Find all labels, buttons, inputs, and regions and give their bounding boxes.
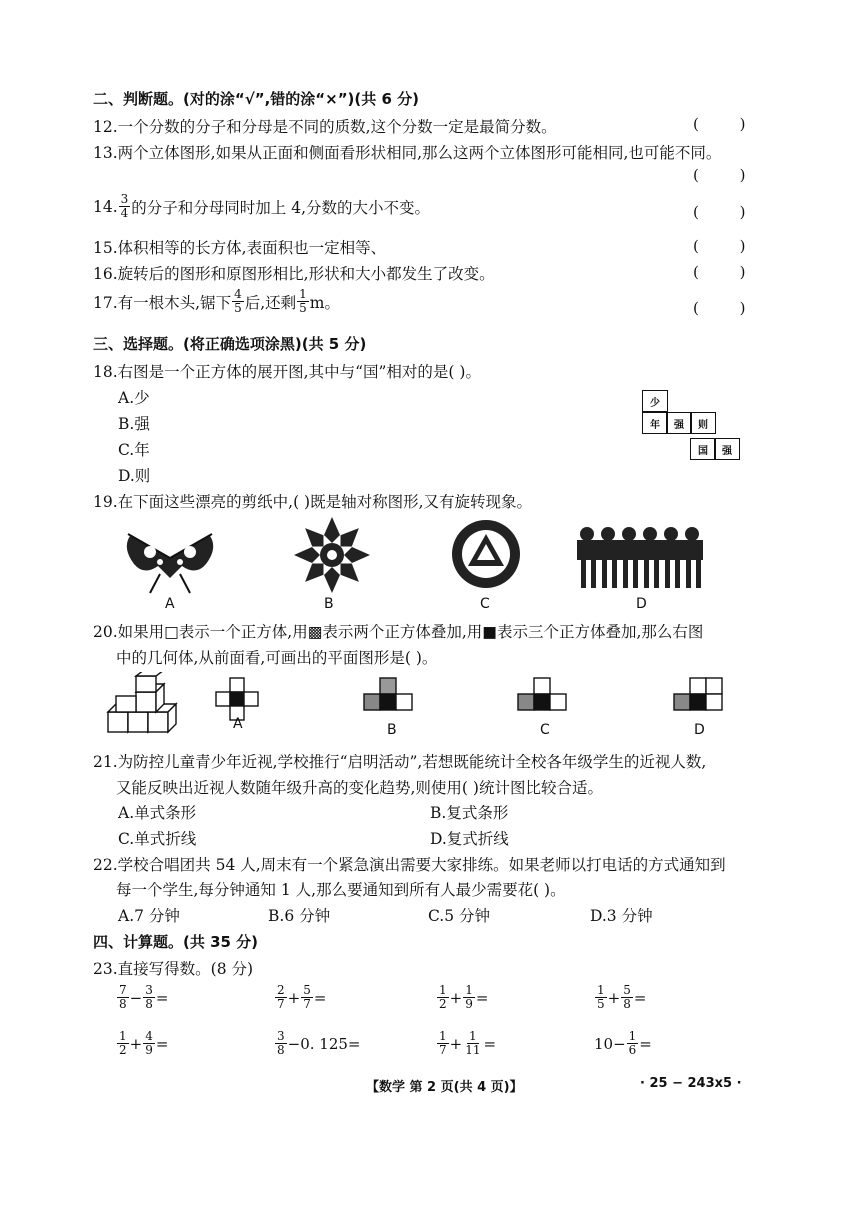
q19-label-b[interactable]: B	[324, 596, 334, 612]
q22-option-b[interactable]: B.6 分钟	[268, 907, 331, 925]
q20-option-b-figure[interactable]	[362, 676, 426, 716]
operator: +	[449, 988, 463, 1007]
question-22-line-1: 22.学校合唱团共 54 人,周末有一个紧急演出需要大家排练。如果老师以打电话的方式通知到	[93, 856, 726, 874]
q21-option-d[interactable]: D.复式折线	[430, 830, 509, 848]
equals: =	[475, 988, 489, 1007]
den: 9	[145, 1043, 153, 1057]
equals: =	[483, 1034, 497, 1053]
q17-fraction-2	[297, 288, 309, 315]
num: 3	[277, 1029, 285, 1043]
den: 2	[439, 997, 447, 1011]
q17-f1-den: 5	[234, 301, 242, 315]
question-22-line-2: 每一个学生,每分钟通知 1 人,那么要通知到所有人最少需要花( )。	[116, 881, 566, 899]
den: 8	[119, 997, 127, 1011]
net-cell: 强	[714, 438, 740, 460]
calc-item-4[interactable]	[594, 984, 646, 1011]
calc-item-7[interactable]	[436, 1030, 496, 1057]
q14-fraction	[119, 193, 131, 220]
net-cell: 强	[666, 412, 692, 434]
den: 5	[597, 997, 605, 1011]
den: 7	[277, 997, 285, 1011]
answer-paren-12[interactable]: ( )	[693, 115, 764, 133]
q14-text: 的分子和分母同时加上 4,分数的大小不变。	[131, 198, 431, 217]
num: 1	[465, 983, 473, 997]
den: 6	[628, 1043, 637, 1057]
answer-paren-17[interactable]: ( )	[693, 299, 764, 317]
q18-option-a[interactable]: A.少	[118, 389, 150, 407]
question-20-line-1: 20.如果用□表示一个正方体,用▩表示两个正方体叠加,用■表示三个正方体叠加,那么右图	[93, 623, 704, 641]
num: 5	[623, 983, 631, 997]
den: 11	[465, 1043, 481, 1057]
equals: =	[313, 988, 327, 1007]
operator: +	[129, 1034, 143, 1053]
num: 1	[439, 1029, 447, 1043]
equals: =	[639, 1034, 652, 1053]
answer-paren-14[interactable]: ( )	[693, 203, 764, 221]
den: 8	[145, 997, 153, 1011]
q17-fraction-1	[232, 288, 244, 315]
den: 8	[623, 997, 631, 1011]
section-title-judge: 二、判断题。(对的涂“√”,错的涂“×”)(共 6 分)	[93, 90, 420, 108]
papercut-triangle-image	[448, 516, 524, 592]
q21-option-b[interactable]: B.复式条形	[430, 804, 509, 822]
q17-text-a: 17.有一根木头,锯下	[93, 293, 232, 312]
calc-item-3[interactable]	[436, 984, 488, 1011]
num: 5	[303, 983, 311, 997]
page-footer-code: · 25 − 243x5 ·	[640, 1076, 742, 1091]
calc-item-2[interactable]	[274, 984, 326, 1011]
num: 1	[119, 1029, 127, 1043]
operator: +	[449, 1034, 463, 1053]
papercut-snowflake-image	[292, 515, 372, 595]
q17-text-c: m。	[309, 293, 340, 312]
calc-item-8[interactable]	[594, 1030, 652, 1057]
answer-paren-13[interactable]: ( )	[693, 166, 764, 184]
num: 4	[145, 1029, 153, 1043]
num: 1	[628, 1029, 637, 1043]
net-cell: 年	[642, 412, 668, 434]
num: 7	[119, 983, 127, 997]
num: 3	[145, 983, 153, 997]
question-19: 19.在下面这些漂亮的剪纸中,( )既是轴对称图形,又有旋转现象。	[93, 493, 533, 511]
answer-paren-16[interactable]: ( )	[693, 263, 764, 281]
calc-item-6[interactable]	[274, 1030, 361, 1057]
q17-f2-num: 1	[299, 287, 307, 301]
equals: =	[633, 988, 647, 1007]
stacked-cubes-figure	[100, 672, 190, 742]
den: 9	[465, 997, 473, 1011]
net-cell: 少	[642, 390, 668, 412]
q18-option-c[interactable]: C.年	[118, 441, 150, 459]
den: 8	[277, 1043, 285, 1057]
q14-den: 4	[120, 206, 129, 220]
q17-f2-den: 5	[299, 301, 307, 315]
calc-item-1[interactable]	[116, 984, 168, 1011]
answer-paren-15[interactable]: ( )	[693, 237, 764, 255]
q20-label-d[interactable]: D	[694, 722, 705, 738]
papercut-people-image	[575, 522, 705, 592]
equals: =	[155, 1034, 169, 1053]
q19-label-a[interactable]: A	[165, 596, 175, 612]
q22-option-a[interactable]: A.7 分钟	[118, 907, 180, 925]
num: 1	[469, 1029, 477, 1043]
q14-prefix: 14.	[93, 197, 118, 216]
q18-option-b[interactable]: B.强	[118, 415, 150, 433]
q20-label-a[interactable]: A	[233, 716, 243, 732]
q21-option-c[interactable]: C.单式折线	[118, 830, 197, 848]
den: 2	[119, 1043, 127, 1057]
question-17	[93, 288, 340, 315]
question-13: 13.两个立体图形,如果从正面和侧面看形状相同,那么这两个立体图形可能相同,也可能不同。	[93, 144, 722, 162]
num: 2	[277, 983, 285, 997]
q20-label-c[interactable]: C	[540, 722, 550, 738]
question-23-title: 23.直接写得数。(8 分)	[93, 960, 254, 978]
question-20-line-2: 中的几何体,从前面看,可画出的平面图形是( )。	[116, 649, 438, 667]
num: 1	[439, 983, 447, 997]
net-cell: 则	[690, 412, 716, 434]
operator: +	[607, 988, 621, 1007]
section-title-calc: 四、计算题。(共 35 分)	[93, 933, 259, 951]
operand-and-equals: −0. 125=	[287, 1034, 361, 1053]
leading-operand: 10−	[594, 1034, 626, 1053]
q20-option-c-figure[interactable]	[516, 676, 580, 716]
question-15: 15.体积相等的长方体,表面积也一定相等、	[93, 239, 387, 257]
q18-option-d[interactable]: D.则	[118, 467, 151, 485]
question-12: 12.一个分数的分子和分母是不同的质数,这个分数一定是最简分数。	[93, 118, 557, 136]
question-18: 18.右图是一个正方体的展开图,其中与“国”相对的是( )。	[93, 363, 481, 381]
q22-option-d[interactable]: D.3 分钟	[590, 907, 653, 925]
question-16: 16.旋转后的图形和原图形相比,形状和大小都发生了改变。	[93, 265, 495, 283]
net-cell: 国	[690, 438, 716, 460]
page-footer-center: 【数学 第 2 页(共 4 页)】	[366, 1080, 523, 1095]
q20-option-d-figure[interactable]	[672, 676, 736, 716]
q22-option-c[interactable]: C.5 分钟	[428, 907, 491, 925]
section-title-choice: 三、选择题。(将正确选项涂黑)(共 5 分)	[93, 335, 367, 353]
question-21-line-1: 21.为防控儿童青少年近视,学校推行“启明活动”,若想既能统计全校各年级学生的近视人数,	[93, 753, 707, 771]
equals: =	[155, 988, 169, 1007]
question-21-line-2: 又能反映出近视人数随年级升高的变化趋势,则使用( )统计图比较合适。	[116, 779, 603, 797]
question-14	[93, 193, 430, 220]
papercut-butterfly-image	[120, 518, 220, 598]
num: 1	[597, 983, 605, 997]
operator: −	[129, 988, 143, 1007]
operator: +	[287, 988, 301, 1007]
den: 7	[439, 1043, 447, 1057]
q21-option-a[interactable]: A.单式条形	[118, 804, 197, 822]
q14-num: 3	[120, 192, 129, 206]
q17-f1-num: 4	[234, 287, 242, 301]
den: 7	[303, 997, 311, 1011]
q17-text-b: 后,还剩	[244, 293, 297, 312]
q19-label-d[interactable]: D	[636, 596, 647, 612]
calc-item-5[interactable]	[116, 1030, 168, 1057]
q20-label-b[interactable]: B	[387, 722, 397, 738]
q19-label-c[interactable]: C	[480, 596, 490, 612]
